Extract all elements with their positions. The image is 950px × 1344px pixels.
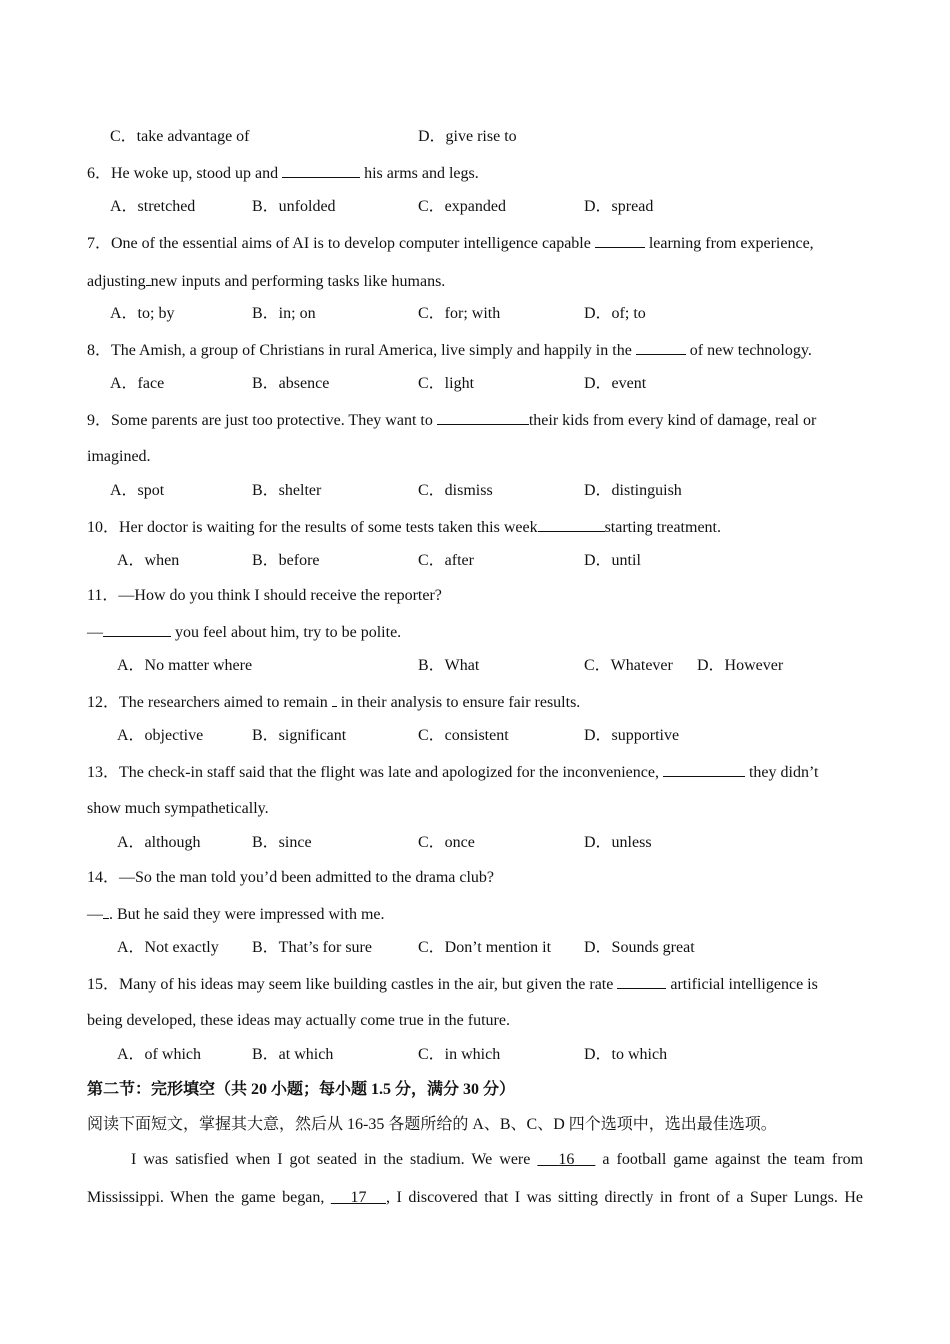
q9-options xyxy=(0,481,950,501)
answer-blank xyxy=(282,162,360,178)
q14-option-c[interactable]: C．Don’t mention it xyxy=(418,939,552,956)
q9-option-d[interactable]: D．distinguish xyxy=(584,482,682,499)
q7-stem-line2: adjusting new inputs and performing tasks like humans. xyxy=(87,270,863,292)
q10-option-a[interactable]: A．when xyxy=(117,552,180,569)
q7-option-d[interactable]: D．of; to xyxy=(584,305,646,322)
q6-option-d[interactable]: D．spread xyxy=(584,198,654,215)
blank-17[interactable]: 17 xyxy=(350,1189,367,1206)
q7-option-b[interactable]: B．in; on xyxy=(252,305,316,322)
q8-option-d[interactable]: D．event xyxy=(584,375,647,392)
q7-stem-line1: 7．One of the essential aims of AI is to develop computer intelligence capable learning from experience, xyxy=(87,232,863,254)
q10-options xyxy=(0,551,950,571)
q6-option-b[interactable]: B．unfolded xyxy=(252,198,336,215)
passage-line1: I was satisfied when I got seated in the stadium. We were 16 a football game against the team from xyxy=(131,1151,864,1168)
q12-option-c[interactable]: C．consistent xyxy=(418,727,509,744)
answer-blank xyxy=(437,409,529,425)
q13-option-a[interactable]: A．although xyxy=(117,834,201,851)
q10-option-c[interactable]: C．after xyxy=(418,552,474,569)
q7-option-a[interactable]: A．to; by xyxy=(110,305,175,322)
q11-stem-line1: 11．—How do you think I should receive the reporter? xyxy=(87,587,442,604)
q10-option-b[interactable]: B．before xyxy=(252,552,320,569)
q14-stem-line1: 14．—So the man told you’d been admitted to the drama club? xyxy=(87,869,495,886)
q12-stem: 12．The researchers aimed to remain in their analysis to ensure fair results. xyxy=(87,691,863,713)
q15-stem-line1: 15．Many of his ideas may seem like building castles in the air, but given the rate artificial intelligence is xyxy=(87,973,863,995)
q15-option-a[interactable]: A．of which xyxy=(117,1046,201,1063)
q10-stem: 10．Her doctor is waiting for the results of some tests taken this week starting treatment. xyxy=(87,516,863,538)
q14-option-a[interactable]: A．Not exactly xyxy=(117,939,219,956)
q11-option-b[interactable]: B．What xyxy=(418,657,480,674)
q9-stem-line1: 9．Some parents are just too protective. They want to their kids from every kind of damage, real or xyxy=(87,409,863,431)
q13-options xyxy=(0,833,950,853)
section2-heading: 第二节：完形填空（共 20 小题；每小题 1.5 分，满分 30 分） xyxy=(87,1081,516,1098)
q13-stem-line1: 13．The check-in staff said that the flight was late and apologized for the inconvenience, they didn’t xyxy=(87,761,863,783)
answer-blank xyxy=(103,621,171,637)
passage-line2: Mississippi. When the game began, 17 , I discovered that I was sitting directly in front of a Super Lungs. He xyxy=(87,1189,864,1206)
answer-blank xyxy=(538,516,605,532)
q8-stem: 8．The Amish, a group of Christians in rural America, live simply and happily in the of new technology. xyxy=(87,339,863,361)
q13-stem-line2: show much sympathetically. xyxy=(87,800,269,817)
q5-option-c[interactable]: C．take advantage of xyxy=(110,128,250,145)
blank-16[interactable]: 16 xyxy=(558,1151,575,1168)
q12-option-a[interactable]: A．objective xyxy=(117,727,204,744)
q9-option-b[interactable]: B．shelter xyxy=(252,482,322,499)
q14-options xyxy=(0,938,950,958)
q6-options xyxy=(0,197,950,217)
q15-options xyxy=(0,1045,950,1065)
q5-option-d[interactable]: D．give rise to xyxy=(418,128,517,145)
q13-option-b[interactable]: B．since xyxy=(252,834,312,851)
q14-option-b[interactable]: B．That’s for sure xyxy=(252,939,372,956)
q7-options xyxy=(0,304,950,324)
q7-option-c[interactable]: C．for; with xyxy=(418,305,501,322)
q14-stem-line2: — . But he said they were impressed with me. xyxy=(87,903,863,925)
answer-blank xyxy=(617,973,666,989)
q11-option-c[interactable]: C．Whatever xyxy=(584,657,673,674)
q11-stem-line2: — you feel about him, try to be polite. xyxy=(87,621,863,643)
q6-stem: 6．He woke up, stood up and his arms and legs. xyxy=(87,162,863,184)
q8-option-b[interactable]: B．absence xyxy=(252,375,330,392)
q9-stem-line2: imagined. xyxy=(87,448,151,465)
q12-option-b[interactable]: B．significant xyxy=(252,727,347,744)
q6-option-c[interactable]: C．expanded xyxy=(418,198,506,215)
answer-blank xyxy=(636,339,686,355)
q9-option-a[interactable]: A．spot xyxy=(110,482,165,499)
section2-instruction: 阅读下面短文，掌握其大意，然后从 16-35 各题所给的 A、B、C、D 四个选项中，选出最佳选项。 xyxy=(87,1116,777,1133)
q13-option-c[interactable]: C．once xyxy=(418,834,475,851)
q15-option-b[interactable]: B．at which xyxy=(252,1046,334,1063)
q10-option-d[interactable]: D．until xyxy=(584,552,641,569)
q6-option-a[interactable]: A．stretched xyxy=(110,198,196,215)
q15-option-d[interactable]: D．to which xyxy=(584,1046,668,1063)
q8-options xyxy=(0,374,950,394)
q8-option-a[interactable]: A．face xyxy=(110,375,165,392)
q9-option-c[interactable]: C．dismiss xyxy=(418,482,493,499)
q5-options xyxy=(0,127,950,147)
q14-option-d[interactable]: D．Sounds great xyxy=(584,939,695,956)
q8-option-c[interactable]: C．light xyxy=(418,375,475,392)
q11-option-d[interactable]: D．However xyxy=(697,657,784,674)
q12-options xyxy=(0,726,950,746)
q13-option-d[interactable]: D．unless xyxy=(584,834,652,851)
answer-blank xyxy=(663,761,745,777)
q12-option-d[interactable]: D．supportive xyxy=(584,727,680,744)
answer-blank xyxy=(595,232,645,248)
q11-options xyxy=(0,656,950,676)
q11-option-a[interactable]: A．No matter where xyxy=(117,657,253,674)
q15-stem-line2: being developed, these ideas may actually come true in the future. xyxy=(87,1012,510,1029)
q15-option-c[interactable]: C．in which xyxy=(418,1046,501,1063)
